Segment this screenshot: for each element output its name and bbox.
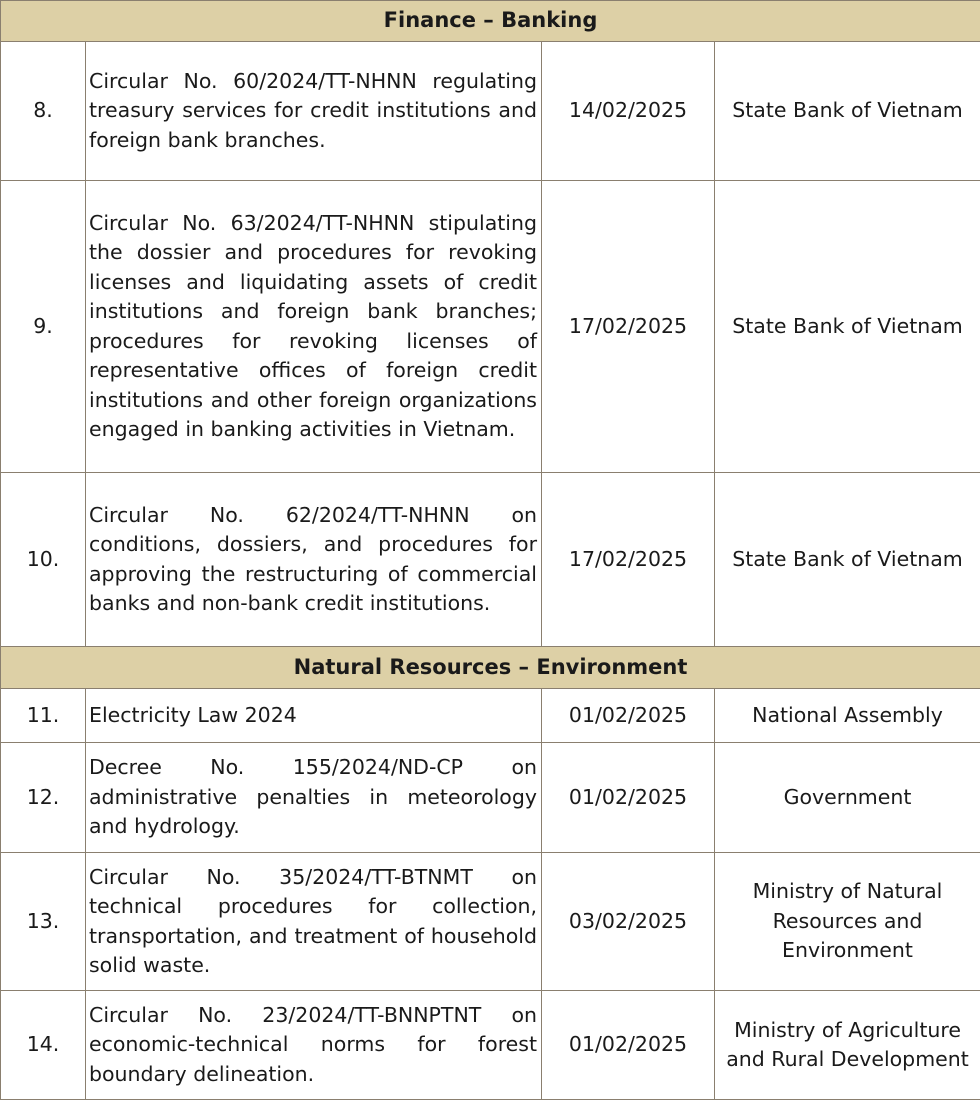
table-row xyxy=(1,181,980,473)
document-title: Circular No. 35/2024/TT-BTNMT on technical procedures for collection, transportation, and treatment of household solid waste. xyxy=(86,853,542,991)
row-number: 13. xyxy=(1,853,86,991)
document-title: Circular No. 62/2024/TT-NHNN on conditions, dossiers, and procedures for approving the restructuring of commercial banks and non-bank credit institutions. xyxy=(86,473,542,647)
effective-date: 17/02/2025 xyxy=(542,181,715,473)
issuing-authority: Government xyxy=(715,743,980,853)
row-number: 8. xyxy=(1,42,86,181)
section-header-row xyxy=(1,1,980,42)
document-title: Circular No. 60/2024/TT-NHNN regulating treasury services for credit institutions and foreign bank branches. xyxy=(86,42,542,181)
effective-date: 01/02/2025 xyxy=(542,991,715,1100)
document-title: Decree No. 155/2024/ND-CP on administrative penalties in meteorology and hydrology. xyxy=(86,743,542,853)
row-number: 12. xyxy=(1,743,86,853)
row-number: 11. xyxy=(1,689,86,743)
row-number: 9. xyxy=(1,181,86,473)
document-title: Circular No. 63/2024/TT-NHNN stipulating the dossier and procedures for revoking licenses and liquidating assets of credit institutions and foreign bank branches; procedures for revoking licenses of representative offices of foreign credit institutions and other foreign organizations engaged in banking activities in Vietnam. xyxy=(86,181,542,473)
document-title: Electricity Law 2024 xyxy=(86,689,542,743)
issuing-authority: National Assembly xyxy=(715,689,980,743)
effective-date: 17/02/2025 xyxy=(542,473,715,647)
table-row xyxy=(1,473,980,647)
table-row xyxy=(1,689,980,743)
section-header-row xyxy=(1,647,980,689)
issuing-authority: Ministry of Agriculture and Rural Development xyxy=(715,991,980,1100)
issuing-authority: Ministry of Natural Resources and Environment xyxy=(715,853,980,991)
table-row xyxy=(1,743,980,853)
section-title: Natural Resources – Environment xyxy=(1,647,980,689)
effective-date: 14/02/2025 xyxy=(542,42,715,181)
table-row xyxy=(1,991,980,1100)
table-row xyxy=(1,853,980,991)
section-title: Finance – Banking xyxy=(1,1,980,42)
effective-date: 01/02/2025 xyxy=(542,743,715,853)
effective-date: 03/02/2025 xyxy=(542,853,715,991)
issuing-authority: State Bank of Vietnam xyxy=(715,181,980,473)
document-title: Circular No. 23/2024/TT-BNNPTNT on economic-technical norms for forest boundary delineation. xyxy=(86,991,542,1100)
table-row xyxy=(1,42,980,181)
row-number: 14. xyxy=(1,991,86,1100)
effective-date: 01/02/2025 xyxy=(542,689,715,743)
issuing-authority: State Bank of Vietnam xyxy=(715,42,980,181)
row-number: 10. xyxy=(1,473,86,647)
issuing-authority: State Bank of Vietnam xyxy=(715,473,980,647)
